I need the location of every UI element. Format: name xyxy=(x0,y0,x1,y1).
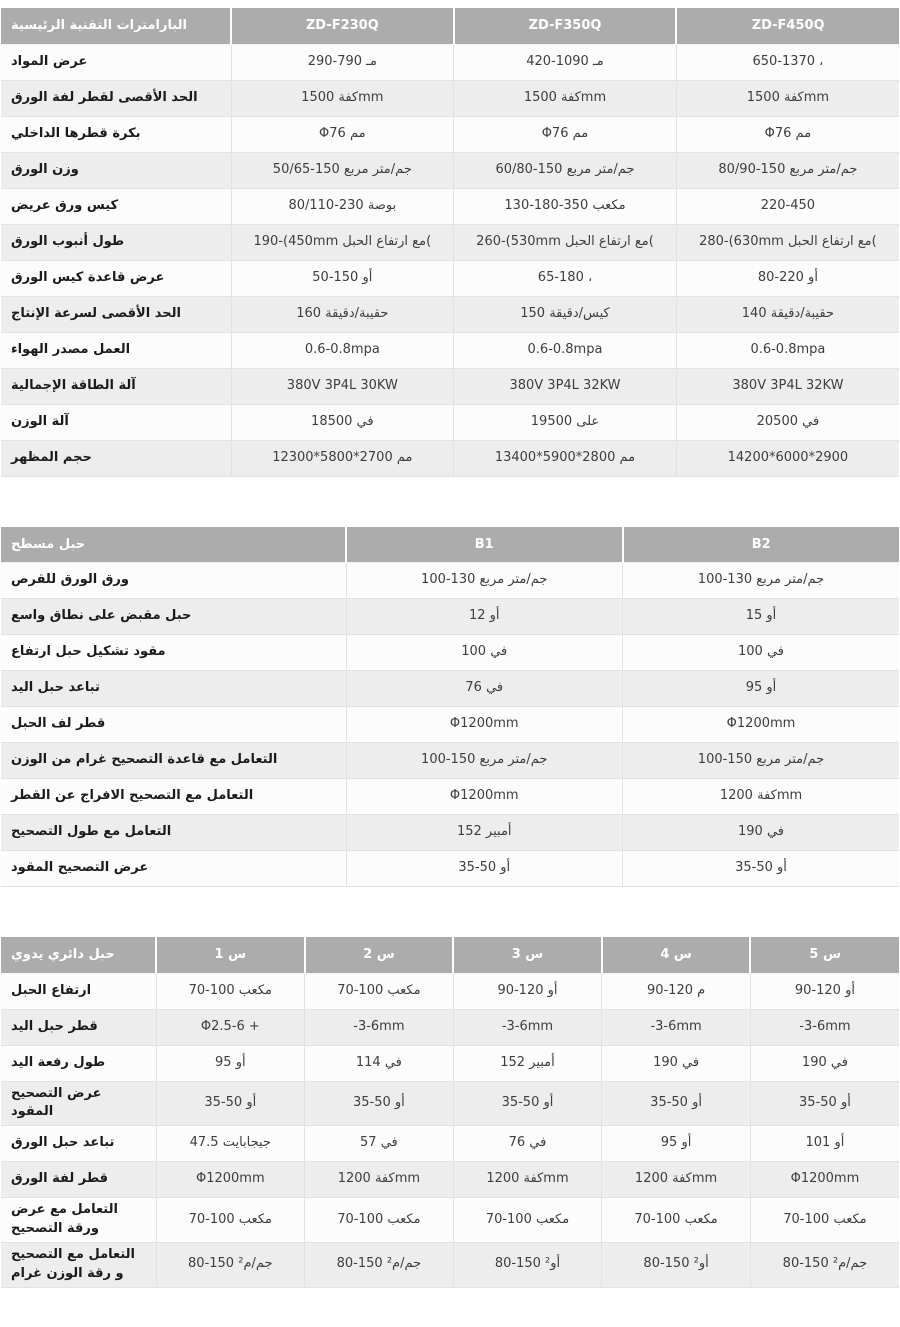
spec-value: 100 في xyxy=(346,635,623,671)
table-flat-rope xyxy=(1,527,899,888)
spec-value: 50-150 أو xyxy=(231,260,454,296)
spec-value: 70-100 مكعب xyxy=(602,1198,751,1243)
spec-value: 101 أو xyxy=(750,1126,899,1162)
spec-value: 19500 على xyxy=(454,404,677,440)
spec-value: 13400*5900*2800 مم xyxy=(454,440,677,476)
spec-value: 1200 كفةmm xyxy=(602,1162,751,1198)
spec-value: 190 في xyxy=(602,1045,751,1081)
table-row xyxy=(1,1081,899,1126)
spec-value: Φ76 مم xyxy=(231,116,454,152)
spec-value: 35-50 أو xyxy=(750,1081,899,1126)
row-label: الحد الأقصى لقطر لفة الورق xyxy=(1,80,231,116)
spec-value: 100-130 جم/متر مربع xyxy=(346,563,623,599)
table-row xyxy=(1,224,899,260)
table-row xyxy=(1,851,899,887)
table-row xyxy=(1,152,899,188)
spec-value: 57 في xyxy=(305,1126,454,1162)
row-label: التعامل مع عرض ورقة التصحيح xyxy=(1,1198,156,1243)
column-header: 4 س xyxy=(602,937,751,973)
table-row xyxy=(1,635,899,671)
spec-value: 18500 في xyxy=(231,404,454,440)
spec-value: 1200 كفةmm xyxy=(453,1162,602,1198)
row-label: بكرة قطرها الداخلي xyxy=(1,116,231,152)
spec-value: 380V 3P4L 32KW xyxy=(454,368,677,404)
spec-value: 0.6-0.8mpa xyxy=(231,332,454,368)
spec-value: -3-6mm xyxy=(305,1009,454,1045)
spec-value: 90-120 م xyxy=(602,973,751,1009)
row-label: آلة الطاقة الإجمالية xyxy=(1,368,231,404)
spec-value: 160 حقيبة/دقيقة xyxy=(231,296,454,332)
spec-value: 95 أو xyxy=(156,1045,305,1081)
spec-value: 114 في xyxy=(305,1045,454,1081)
table-row xyxy=(1,404,899,440)
table-row xyxy=(1,599,899,635)
spec-value: 80-150 جم/م² xyxy=(305,1242,454,1287)
table-row xyxy=(1,1126,899,1162)
spec-value: 15 أو xyxy=(623,599,900,635)
table-main-specs xyxy=(1,8,899,477)
table-row xyxy=(1,815,899,851)
spec-value: 100-130 جم/متر مربع xyxy=(623,563,900,599)
row-label: حجم المظهر xyxy=(1,440,231,476)
spec-value: 14200*6000*2900 xyxy=(676,440,899,476)
spec-value: 80-220 أو xyxy=(676,260,899,296)
table-row xyxy=(1,1009,899,1045)
spec-value: 76 في xyxy=(346,671,623,707)
spec-value: 65-180 ، xyxy=(454,260,677,296)
table-row xyxy=(1,1162,899,1198)
spec-value: 90-120 أو xyxy=(453,973,602,1009)
spec-value: 380V 3P4L 32KW xyxy=(676,368,899,404)
spec-value: 380V 3P4L 30KW xyxy=(231,368,454,404)
table-row xyxy=(1,332,899,368)
spec-value: 80-150 أو² xyxy=(602,1242,751,1287)
column-header: ZD-F230Q xyxy=(231,8,454,44)
spec-value: 190 في xyxy=(750,1045,899,1081)
header-row xyxy=(1,8,899,44)
spec-value: 130-180-350 مكعب xyxy=(454,188,677,224)
spec-value: -3-6mm xyxy=(602,1009,751,1045)
spec-value: 80/110-230 بوصة xyxy=(231,188,454,224)
spec-value: 76 في xyxy=(453,1126,602,1162)
table-row xyxy=(1,1198,899,1243)
table-row xyxy=(1,44,899,80)
spec-value: 47.5 جيجابايت xyxy=(156,1126,305,1162)
table-row xyxy=(1,973,899,1009)
spec-value: 80-150 جم/م² xyxy=(750,1242,899,1287)
row-label: عرض التصحيح المقود xyxy=(1,851,346,887)
table-row xyxy=(1,563,899,599)
table-manual-round-rope xyxy=(1,937,899,1288)
spec-value: 95 أو xyxy=(602,1126,751,1162)
spec-value: 80-150 أو² xyxy=(453,1242,602,1287)
spec-value: -3-6mm xyxy=(453,1009,602,1045)
column-header: 5 س xyxy=(750,937,899,973)
row-label: التعامل مع قاعدة التصحيح غرام من الوزن xyxy=(1,743,346,779)
row-label: عرض التصحيح المقود xyxy=(1,1081,156,1126)
table-row xyxy=(1,296,899,332)
row-label: تباعد حبل الورق xyxy=(1,1126,156,1162)
spec-value: 100 في xyxy=(623,635,900,671)
spec-value: 35-50 أو xyxy=(346,851,623,887)
spec-value: 1200 كفةmm xyxy=(623,779,900,815)
row-label: العمل مصدر الهواء xyxy=(1,332,231,368)
row-label: ورق الورق للقرص xyxy=(1,563,346,599)
table-title: حبل مسطح xyxy=(1,527,346,563)
row-label: التعامل مع التصحيح و رقة الوزن غرام xyxy=(1,1242,156,1287)
row-label: تباعد حبل اليد xyxy=(1,671,346,707)
column-header: 1 س xyxy=(156,937,305,973)
spec-value: 290-790 مـ xyxy=(231,44,454,80)
row-label: مقود تشكيل حبل ارتفاع xyxy=(1,635,346,671)
spec-value: 150 كيس/دقيقة xyxy=(454,296,677,332)
spec-value: 70-100 مكعب xyxy=(305,1198,454,1243)
spec-value: 1500 كفةmm xyxy=(454,80,677,116)
spec-value: 35-50 أو xyxy=(305,1081,454,1126)
spec-value: 0.6-0.8mpa xyxy=(676,332,899,368)
spec-value: 50/65-150 جم/متر مربع xyxy=(231,152,454,188)
spec-value: Φ1200mm xyxy=(346,779,623,815)
spec-value: 140 حقيبة/دقيقة xyxy=(676,296,899,332)
spec-value: Φ2.5-6 + xyxy=(156,1009,305,1045)
spec-value: 90-120 أو xyxy=(750,973,899,1009)
row-label: قطر حبل اليد xyxy=(1,1009,156,1045)
spec-value: 1500 كفةmm xyxy=(676,80,899,116)
table-title: حبل دائري يدوي xyxy=(1,937,156,973)
table-row xyxy=(1,1045,899,1081)
spec-value: 60/80-150 جم/متر مربع xyxy=(454,152,677,188)
spec-value: 35-50 أو xyxy=(602,1081,751,1126)
spec-value: 190-(450mm مع ارتفاع الحبل( xyxy=(231,224,454,260)
row-label: التعامل مع طول التصحيح xyxy=(1,815,346,851)
column-header: 2 س xyxy=(305,937,454,973)
row-label: كيس ورق عريض xyxy=(1,188,231,224)
spec-value: 20500 في xyxy=(676,404,899,440)
column-header: 3 س xyxy=(453,937,602,973)
spec-value: 70-100 مكعب xyxy=(156,1198,305,1243)
spec-value: 280-(630mm مع ارتفاع الحبل( xyxy=(676,224,899,260)
spec-value: 1200 كفةmm xyxy=(305,1162,454,1198)
spec-value: 35-50 أو xyxy=(156,1081,305,1126)
row-label: قطر لفة الورق xyxy=(1,1162,156,1198)
spec-value: 70-100 مكعب xyxy=(156,973,305,1009)
row-label: وزن الورق xyxy=(1,152,231,188)
row-label: عرض قاعدة كيس الورق xyxy=(1,260,231,296)
row-label: قطر لف الحبل xyxy=(1,707,346,743)
spec-value: Φ1200mm xyxy=(346,707,623,743)
table-row xyxy=(1,368,899,404)
table-row xyxy=(1,188,899,224)
row-label: حبل مقبض على نطاق واسع xyxy=(1,599,346,635)
table-row xyxy=(1,743,899,779)
spec-value: Φ76 مم xyxy=(454,116,677,152)
table-row xyxy=(1,80,899,116)
table-row xyxy=(1,260,899,296)
spec-value: 100-150 جم/متر مربع xyxy=(623,743,900,779)
spec-value: 190 في xyxy=(623,815,900,851)
table-row xyxy=(1,779,899,815)
spec-value: Φ1200mm xyxy=(750,1162,899,1198)
spec-value: Φ1200mm xyxy=(156,1162,305,1198)
column-header: B2 xyxy=(623,527,900,563)
spec-value: 95 أو xyxy=(623,671,900,707)
spec-value: 152 أمبير xyxy=(453,1045,602,1081)
spec-value: 0.6-0.8mpa xyxy=(454,332,677,368)
table-row xyxy=(1,440,899,476)
spec-value: 80-150 جم/م² xyxy=(156,1242,305,1287)
spec-value: Φ76 مم xyxy=(676,116,899,152)
spec-value: 70-100 مكعب xyxy=(305,973,454,1009)
spec-value: 420-1090 مـ xyxy=(454,44,677,80)
row-label: عرض المواد xyxy=(1,44,231,80)
spec-value: 80/90-150 جم/متر مربع xyxy=(676,152,899,188)
column-header: ZD-F450Q xyxy=(676,8,899,44)
spec-value: 100-150 جم/متر مربع xyxy=(346,743,623,779)
spec-value: 70-100 مكعب xyxy=(453,1198,602,1243)
spec-value: 220-450 xyxy=(676,188,899,224)
spec-value: 35-50 أو xyxy=(453,1081,602,1126)
table-row xyxy=(1,116,899,152)
spec-value: 650-1370 ، xyxy=(676,44,899,80)
spec-value: 152 أمبير xyxy=(346,815,623,851)
table-row xyxy=(1,707,899,743)
column-header: B1 xyxy=(346,527,623,563)
spec-value: 1500 كفةmm xyxy=(231,80,454,116)
row-label: آلة الوزن xyxy=(1,404,231,440)
spec-value: 260-(530mm مع ارتفاع الحبل( xyxy=(454,224,677,260)
spec-value: Φ1200mm xyxy=(623,707,900,743)
spec-value: 35-50 أو xyxy=(623,851,900,887)
row-label: الحد الأقصى لسرعة الإنتاج xyxy=(1,296,231,332)
table-title: البارامترات التقنية الرئيسية xyxy=(1,8,231,44)
row-label: ارتفاع الحبل xyxy=(1,973,156,1009)
spec-value: 12300*5800*2700 مم xyxy=(231,440,454,476)
column-header: ZD-F350Q xyxy=(454,8,677,44)
table-row xyxy=(1,1242,899,1287)
header-row xyxy=(1,527,899,563)
table-row xyxy=(1,671,899,707)
row-label: طول أنبوب الورق xyxy=(1,224,231,260)
spec-value: 12 أو xyxy=(346,599,623,635)
spec-value: 70-100 مكعب xyxy=(750,1198,899,1243)
row-label: التعامل مع التصحيح الافراج عن القطر xyxy=(1,779,346,815)
row-label: طول رفعة اليد xyxy=(1,1045,156,1081)
header-row xyxy=(1,937,899,973)
spec-value: -3-6mm xyxy=(750,1009,899,1045)
